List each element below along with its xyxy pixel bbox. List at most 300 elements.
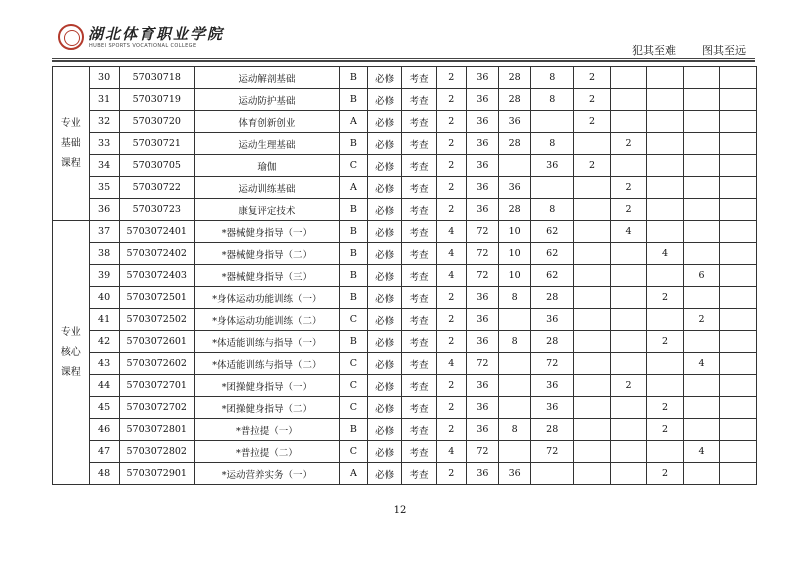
cell-sem2 [610, 67, 647, 89]
cell-sem3 [647, 221, 684, 243]
cell-sem1 [574, 375, 611, 397]
cell-seq: 30 [89, 67, 119, 89]
cell-code: 57030721 [119, 133, 194, 155]
cell-sem3: 2 [647, 397, 684, 419]
cell-practice: 72 [531, 353, 574, 375]
cell-credits: 2 [436, 331, 466, 353]
cell-type: C [339, 397, 367, 419]
cell-name: *体适能训练与指导（一） [194, 331, 339, 353]
cell-name: *体适能训练与指导（二） [194, 353, 339, 375]
college-seal-icon [58, 24, 84, 50]
cell-name: *团操健身指导（一） [194, 375, 339, 397]
cell-sem5 [720, 155, 757, 177]
cell-sem2 [610, 463, 647, 485]
cell-code: 57030723 [119, 199, 194, 221]
cell-sem2 [610, 397, 647, 419]
cell-sem4 [683, 133, 720, 155]
cell-exam: 考查 [402, 375, 436, 397]
cell-nature: 必修 [367, 133, 401, 155]
cell-sem4 [683, 243, 720, 265]
cell-nature: 必修 [367, 177, 401, 199]
cell-name: *器械健身指导（一） [194, 221, 339, 243]
cell-sem2 [610, 419, 647, 441]
category-cell: 专业 核心 课程 [53, 221, 90, 485]
table-row [53, 441, 757, 463]
cell-type: B [339, 243, 367, 265]
table-row [53, 331, 757, 353]
cell-hours: 36 [466, 133, 498, 155]
cell-type: B [339, 199, 367, 221]
cell-sem2: 2 [610, 199, 647, 221]
cell-nature: 必修 [367, 287, 401, 309]
cell-nature: 必修 [367, 265, 401, 287]
cell-sem3: 4 [647, 243, 684, 265]
cell-sem4 [683, 375, 720, 397]
cell-name: 运动生理基础 [194, 133, 339, 155]
cell-nature: 必修 [367, 67, 401, 89]
cell-sem3 [647, 89, 684, 111]
cell-sem2 [610, 265, 647, 287]
table-row [53, 397, 757, 419]
cell-name: 瑜伽 [194, 155, 339, 177]
cell-sem1 [574, 287, 611, 309]
cell-sem4 [683, 331, 720, 353]
cell-sem1 [574, 353, 611, 375]
cell-sem1: 2 [574, 89, 611, 111]
cell-sem4 [683, 199, 720, 221]
cell-type: B [339, 89, 367, 111]
cell-hours: 36 [466, 419, 498, 441]
header-rule-thick [52, 60, 755, 62]
cell-seq: 34 [89, 155, 119, 177]
cell-hours: 72 [466, 441, 498, 463]
cell-type: C [339, 353, 367, 375]
cell-hours: 36 [466, 331, 498, 353]
cell-sem4 [683, 287, 720, 309]
cell-practice: 62 [531, 221, 574, 243]
cell-sem5 [720, 353, 757, 375]
table-row [53, 133, 757, 155]
cell-sem4 [683, 155, 720, 177]
cell-sem1 [574, 265, 611, 287]
cell-code: 5703072502 [119, 309, 194, 331]
cell-seq: 45 [89, 397, 119, 419]
cell-sem3 [647, 199, 684, 221]
cell-credits: 4 [436, 221, 466, 243]
cell-hours: 72 [466, 221, 498, 243]
cell-sem2: 2 [610, 375, 647, 397]
page-number: 12 [393, 505, 407, 516]
cell-practice: 28 [531, 287, 574, 309]
cell-practice: 8 [531, 199, 574, 221]
cell-sem3: 2 [647, 463, 684, 485]
table-row [53, 309, 757, 331]
cell-exam: 考查 [402, 243, 436, 265]
cell-credits: 2 [436, 111, 466, 133]
cell-seq: 32 [89, 111, 119, 133]
cell-sem4 [683, 89, 720, 111]
cell-sem4: 2 [683, 309, 720, 331]
table-row [53, 375, 757, 397]
cell-sem5 [720, 177, 757, 199]
cell-code: 5703072901 [119, 463, 194, 485]
cell-sem4 [683, 463, 720, 485]
cell-name: *普拉提（二） [194, 441, 339, 463]
cell-hours: 36 [466, 67, 498, 89]
cell-practice: 28 [531, 419, 574, 441]
cell-seq: 39 [89, 265, 119, 287]
cell-sem4 [683, 111, 720, 133]
cell-exam: 考查 [402, 89, 436, 111]
cell-sem1 [574, 463, 611, 485]
cell-theory: 8 [499, 419, 531, 441]
cell-theory: 28 [499, 133, 531, 155]
cell-nature: 必修 [367, 375, 401, 397]
cell-name: *器械健身指导（二） [194, 243, 339, 265]
cell-sem5 [720, 243, 757, 265]
cell-sem5 [720, 111, 757, 133]
table-row [53, 111, 757, 133]
cell-hours: 36 [466, 155, 498, 177]
cell-sem4 [683, 419, 720, 441]
cell-code: 5703072402 [119, 243, 194, 265]
cell-sem3 [647, 177, 684, 199]
cell-sem4: 6 [683, 265, 720, 287]
cell-sem2: 2 [610, 177, 647, 199]
cell-name: *身体运动功能训练（一） [194, 287, 339, 309]
cell-nature: 必修 [367, 353, 401, 375]
cell-type: B [339, 133, 367, 155]
cell-hours: 36 [466, 375, 498, 397]
cell-name: *普拉提（一） [194, 419, 339, 441]
cell-credits: 2 [436, 177, 466, 199]
cell-type: B [339, 265, 367, 287]
cell-sem5 [720, 309, 757, 331]
cell-code: 5703072802 [119, 441, 194, 463]
cell-type: B [339, 419, 367, 441]
cell-type: C [339, 309, 367, 331]
page-header [0, 0, 800, 62]
cell-sem3 [647, 309, 684, 331]
cell-code: 5703072801 [119, 419, 194, 441]
table-row [53, 155, 757, 177]
cell-exam: 考查 [402, 111, 436, 133]
cell-sem5 [720, 199, 757, 221]
cell-exam: 考查 [402, 133, 436, 155]
cell-practice: 62 [531, 265, 574, 287]
cell-sem2 [610, 309, 647, 331]
cell-code: 5703072702 [119, 397, 194, 419]
table-row [53, 419, 757, 441]
cell-practice: 28 [531, 331, 574, 353]
cell-sem5 [720, 133, 757, 155]
category-cell: 专业 基础 课程 [53, 67, 90, 221]
course-table [52, 66, 757, 485]
cell-sem5 [720, 441, 757, 463]
cell-type: A [339, 111, 367, 133]
cell-exam: 考查 [402, 309, 436, 331]
cell-seq: 43 [89, 353, 119, 375]
cell-theory: 28 [499, 89, 531, 111]
cell-sem5 [720, 67, 757, 89]
cell-sem5 [720, 89, 757, 111]
cell-sem1 [574, 177, 611, 199]
motto-left: 犯其至难 [632, 44, 676, 57]
cell-code: 5703072602 [119, 353, 194, 375]
cell-type: B [339, 221, 367, 243]
course-table-body [53, 67, 757, 485]
cell-hours: 72 [466, 353, 498, 375]
cell-practice: 36 [531, 309, 574, 331]
cell-exam: 考查 [402, 287, 436, 309]
cell-credits: 4 [436, 441, 466, 463]
cell-code: 57030718 [119, 67, 194, 89]
cell-sem5 [720, 375, 757, 397]
cell-theory: 8 [499, 331, 531, 353]
cell-seq: 44 [89, 375, 119, 397]
cell-code: 57030722 [119, 177, 194, 199]
table-row [53, 177, 757, 199]
cell-sem3 [647, 375, 684, 397]
cell-credits: 2 [436, 463, 466, 485]
cell-type: C [339, 375, 367, 397]
cell-sem1: 2 [574, 111, 611, 133]
cell-sem1 [574, 441, 611, 463]
cell-sem2 [610, 353, 647, 375]
cell-theory [499, 397, 531, 419]
cell-theory: 8 [499, 287, 531, 309]
cell-sem1 [574, 397, 611, 419]
cell-sem3: 2 [647, 419, 684, 441]
cell-exam: 考查 [402, 397, 436, 419]
table-row [53, 199, 757, 221]
cell-seq: 37 [89, 221, 119, 243]
cell-sem4 [683, 221, 720, 243]
cell-hours: 36 [466, 287, 498, 309]
cell-sem1 [574, 309, 611, 331]
cell-credits: 4 [436, 265, 466, 287]
college-logo-chinese: 湖北体育职业学院 [88, 25, 225, 43]
cell-practice: 36 [531, 375, 574, 397]
cell-name: *器械健身指导（三） [194, 265, 339, 287]
cell-name: 运动解剖基础 [194, 67, 339, 89]
cell-hours: 36 [466, 463, 498, 485]
cell-credits: 2 [436, 67, 466, 89]
cell-seq: 48 [89, 463, 119, 485]
cell-sem4: 4 [683, 441, 720, 463]
cell-credits: 2 [436, 133, 466, 155]
cell-credits: 2 [436, 309, 466, 331]
cell-hours: 36 [466, 111, 498, 133]
cell-type: B [339, 331, 367, 353]
cell-practice: 8 [531, 133, 574, 155]
cell-nature: 必修 [367, 199, 401, 221]
cell-exam: 考查 [402, 155, 436, 177]
cell-sem5 [720, 221, 757, 243]
cell-practice: 36 [531, 155, 574, 177]
college-logo-english: HUBEI SPORTS VOCATIONAL COLLEGE [89, 43, 197, 49]
cell-name: 运动防护基础 [194, 89, 339, 111]
cell-type: A [339, 463, 367, 485]
cell-sem2 [610, 287, 647, 309]
cell-seq: 47 [89, 441, 119, 463]
cell-code: 57030705 [119, 155, 194, 177]
cell-nature: 必修 [367, 419, 401, 441]
cell-exam: 考查 [402, 463, 436, 485]
header-rule-thin [52, 58, 755, 59]
cell-sem5 [720, 265, 757, 287]
cell-exam: 考查 [402, 265, 436, 287]
cell-seq: 46 [89, 419, 119, 441]
cell-sem5 [720, 287, 757, 309]
cell-sem5 [720, 331, 757, 353]
cell-credits: 2 [436, 287, 466, 309]
cell-theory: 36 [499, 177, 531, 199]
cell-nature: 必修 [367, 89, 401, 111]
cell-hours: 36 [466, 309, 498, 331]
cell-sem2 [610, 441, 647, 463]
cell-hours: 72 [466, 243, 498, 265]
cell-seq: 35 [89, 177, 119, 199]
cell-sem1: 2 [574, 155, 611, 177]
cell-practice [531, 463, 574, 485]
cell-name: 康复评定技术 [194, 199, 339, 221]
cell-credits: 2 [436, 397, 466, 419]
cell-sem1 [574, 243, 611, 265]
cell-sem2 [610, 331, 647, 353]
cell-exam: 考查 [402, 177, 436, 199]
cell-nature: 必修 [367, 309, 401, 331]
cell-practice: 72 [531, 441, 574, 463]
cell-name: 体育创新创业 [194, 111, 339, 133]
cell-sem1 [574, 221, 611, 243]
cell-nature: 必修 [367, 331, 401, 353]
cell-sem2 [610, 89, 647, 111]
cell-nature: 必修 [367, 397, 401, 419]
cell-theory [499, 353, 531, 375]
cell-nature: 必修 [367, 221, 401, 243]
cell-hours: 36 [466, 177, 498, 199]
cell-theory: 28 [499, 199, 531, 221]
cell-nature: 必修 [367, 155, 401, 177]
cell-exam: 考查 [402, 419, 436, 441]
cell-exam: 考查 [402, 331, 436, 353]
cell-hours: 36 [466, 199, 498, 221]
cell-credits: 2 [436, 155, 466, 177]
cell-sem3: 2 [647, 331, 684, 353]
motto-right: 图其至远 [702, 44, 746, 57]
table-row [53, 353, 757, 375]
cell-name: *运动营养实务（一） [194, 463, 339, 485]
cell-theory [499, 375, 531, 397]
cell-sem2 [610, 111, 647, 133]
table-row [53, 265, 757, 287]
cell-seq: 41 [89, 309, 119, 331]
cell-code: 5703072403 [119, 265, 194, 287]
cell-credits: 2 [436, 199, 466, 221]
cell-sem4 [683, 397, 720, 419]
table-row [53, 221, 757, 243]
cell-theory: 36 [499, 111, 531, 133]
cell-exam: 考查 [402, 441, 436, 463]
cell-exam: 考查 [402, 353, 436, 375]
cell-practice: 62 [531, 243, 574, 265]
cell-code: 5703072501 [119, 287, 194, 309]
cell-nature: 必修 [367, 111, 401, 133]
cell-theory [499, 155, 531, 177]
cell-theory: 10 [499, 243, 531, 265]
cell-sem2 [610, 243, 647, 265]
cell-sem3 [647, 441, 684, 463]
cell-sem2: 2 [610, 133, 647, 155]
table-row [53, 67, 757, 89]
cell-sem3 [647, 155, 684, 177]
cell-sem3 [647, 353, 684, 375]
cell-type: A [339, 177, 367, 199]
cell-sem3 [647, 111, 684, 133]
cell-seq: 38 [89, 243, 119, 265]
table-row [53, 89, 757, 111]
cell-sem1 [574, 133, 611, 155]
cell-name: *身体运动功能训练（二） [194, 309, 339, 331]
cell-type: C [339, 441, 367, 463]
cell-sem5 [720, 463, 757, 485]
cell-seq: 42 [89, 331, 119, 353]
cell-code: 5703072401 [119, 221, 194, 243]
cell-code: 5703072701 [119, 375, 194, 397]
cell-credits: 4 [436, 243, 466, 265]
cell-exam: 考查 [402, 221, 436, 243]
cell-type: B [339, 67, 367, 89]
cell-sem3 [647, 265, 684, 287]
cell-sem4: 4 [683, 353, 720, 375]
cell-type: B [339, 287, 367, 309]
cell-sem5 [720, 397, 757, 419]
cell-nature: 必修 [367, 441, 401, 463]
cell-practice [531, 111, 574, 133]
cell-type: C [339, 155, 367, 177]
cell-theory [499, 441, 531, 463]
cell-nature: 必修 [367, 463, 401, 485]
cell-practice: 8 [531, 67, 574, 89]
cell-practice [531, 177, 574, 199]
cell-sem4 [683, 67, 720, 89]
cell-hours: 36 [466, 397, 498, 419]
cell-exam: 考查 [402, 199, 436, 221]
cell-seq: 36 [89, 199, 119, 221]
cell-theory: 10 [499, 265, 531, 287]
cell-credits: 2 [436, 89, 466, 111]
cell-name: 运动训练基础 [194, 177, 339, 199]
cell-hours: 72 [466, 265, 498, 287]
cell-credits: 4 [436, 353, 466, 375]
cell-seq: 33 [89, 133, 119, 155]
cell-seq: 40 [89, 287, 119, 309]
table-row [53, 243, 757, 265]
cell-name: *团操健身指导（二） [194, 397, 339, 419]
table-row [53, 463, 757, 485]
cell-hours: 36 [466, 89, 498, 111]
cell-sem3 [647, 67, 684, 89]
cell-sem5 [720, 419, 757, 441]
cell-sem1 [574, 331, 611, 353]
cell-theory: 10 [499, 221, 531, 243]
cell-sem1: 2 [574, 67, 611, 89]
cell-theory: 36 [499, 463, 531, 485]
cell-sem3: 2 [647, 287, 684, 309]
cell-code: 57030719 [119, 89, 194, 111]
cell-sem4 [683, 177, 720, 199]
